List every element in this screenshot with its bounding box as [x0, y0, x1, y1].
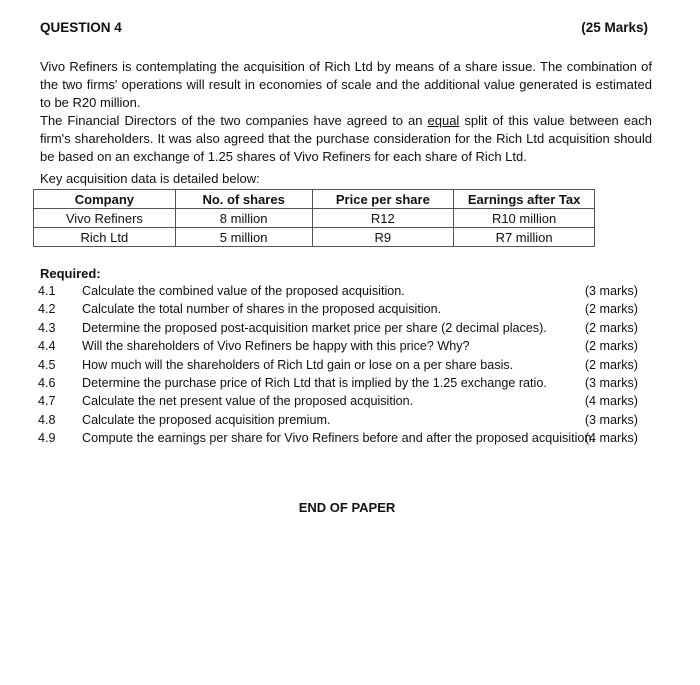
item-number: 4.9 — [38, 431, 56, 446]
header-price: Price per share — [312, 190, 454, 209]
cell-price: R9 — [312, 228, 454, 247]
question-header — [40, 20, 648, 40]
end-of-paper: END OF PAPER — [298, 500, 396, 515]
cell-company: Rich Ltd — [34, 228, 176, 247]
cell-shares: 5 million — [175, 228, 312, 247]
intro-emphasis: equal — [427, 113, 460, 128]
item-text: Determine the proposed post-acquisition market price per share (2 decimal places). — [82, 320, 547, 335]
item-text: Compute the earnings per share for Vivo Refiners before and after the proposed acquisition. — [82, 431, 595, 446]
item-number: 4.6 — [38, 375, 56, 390]
list-item — [38, 413, 638, 431]
item-marks: (2 marks) — [584, 320, 638, 335]
cell-price: R12 — [312, 209, 454, 228]
item-text: Calculate the net present value of the proposed acquisition. — [82, 394, 414, 409]
table-row — [34, 209, 595, 228]
item-marks: (4 marks) — [584, 431, 638, 446]
item-marks: (2 marks) — [584, 302, 638, 317]
cell-earnings: R10 million — [454, 209, 595, 228]
item-text: Determine the purchase price of Rich Ltd that is implied by the 1.25 exchange ratio. — [82, 375, 547, 390]
item-marks: (3 marks) — [584, 412, 638, 427]
table-row — [34, 228, 595, 247]
item-number: 4.1 — [38, 284, 56, 298]
cell-earnings: R7 million — [454, 228, 595, 247]
header-shares: No. of shares — [175, 190, 312, 209]
item-number: 4.5 — [38, 357, 56, 372]
list-item — [38, 302, 638, 320]
list-item — [38, 339, 638, 357]
list-item — [38, 376, 638, 394]
cell-shares: 8 million — [175, 209, 312, 228]
header-company: Company — [34, 190, 176, 209]
intro-sentence-1: Vivo Refiners is contemplating the acquisition of Rich Ltd by means of a share issue. The combination of the two firms' operations will result in economies of scale and the additional value generated is estimated to be R20 million. — [40, 59, 652, 110]
item-marks: (2 marks) — [584, 357, 638, 372]
list-item — [38, 431, 638, 449]
intro-sentence-2b: split of this value between each firm's shareholders. It was also agreed that the purchase consideration for the Rich Ltd acquisition should be based on an exchange of 1.25 shares of Vivo Refiners for each share of Rich Ltd. — [40, 113, 652, 164]
required-list — [38, 284, 638, 450]
list-item — [38, 284, 638, 302]
item-number: 4.8 — [38, 412, 56, 427]
list-item — [38, 358, 638, 376]
item-number: 4.3 — [38, 320, 56, 335]
key-data-caption: Key acquisition data is detailed below: — [40, 171, 260, 186]
question-title: QUESTION 4 — [40, 20, 122, 35]
acquisition-data-table — [33, 189, 595, 247]
list-item — [38, 394, 638, 412]
header-earnings: Earnings after Tax — [454, 190, 595, 209]
item-number: 4.4 — [38, 339, 56, 354]
item-marks: (3 marks) — [584, 375, 638, 390]
question-marks: (25 Marks) — [581, 20, 648, 35]
item-text: Calculate the proposed acquisition premium. — [82, 412, 331, 427]
list-item — [38, 321, 638, 339]
item-text: Calculate the total number of shares in the proposed acquisition. — [82, 302, 442, 317]
item-text: How much will the shareholders of Rich Ltd gain or lose on a per share basis. — [82, 357, 514, 372]
item-marks: (3 marks) — [584, 284, 638, 298]
table-header-row — [34, 190, 595, 209]
item-number: 4.2 — [38, 302, 56, 317]
item-marks: (2 marks) — [584, 339, 638, 354]
cell-company: Vivo Refiners — [34, 209, 176, 228]
item-text: Calculate the combined value of the proposed acquisition. — [82, 284, 405, 298]
required-heading: Required: — [40, 266, 101, 281]
item-marks: (4 marks) — [584, 394, 638, 409]
item-number: 4.7 — [38, 394, 56, 409]
item-text: Will the shareholders of Vivo Refiners be happy with this price? Why? — [82, 339, 470, 354]
intro-sentence-2a: The Financial Directors of the two companies have agreed to an — [40, 113, 428, 128]
intro-paragraph — [40, 58, 652, 166]
